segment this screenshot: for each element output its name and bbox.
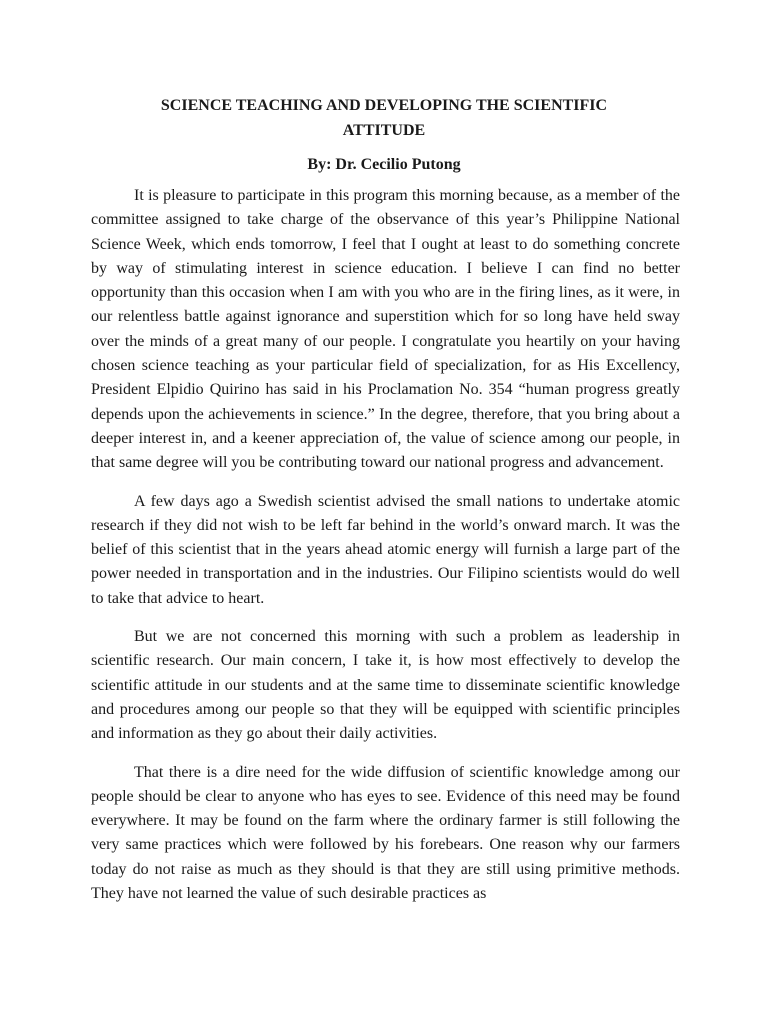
document-author: By: Dr. Cecilio Putong	[307, 156, 461, 173]
paragraph-1: It is pleasure to participate in this program this morning because, as a member of the committee assigned to take charge of the observance of this year’s Philippine National Science Week, which ends tomorrow, I feel that I ought at least to do something concrete by way of stimulating interest in science education. I believe I can find no better opportunity than this occasion when I am with you who are in the firing lines, as it were, in our relentless battle against ignorance and superstition which for so long have held sway over the minds of a great many of our people. I congratulate you heartily on your having chosen science teaching as your particular field of specialization, for as His Excellency, President Elpidio Quirino has said in his Proclamation No. 354 “human progress greatly depends upon the achievements in science.” In the degree, therefore, that you bring about a deeper interest in, and a keener appreciation of, the value of science among our people, in that same degree will you be contributing toward our national progress and advancement.	[91, 187, 680, 472]
paragraph-2: A few days ago a Swedish scientist advised the small nations to undertake atomic research if they did not wish to be left far behind in the world’s onward march. It was the belief of this scientist that in the years ahead atomic energy will furnish a large part of the power needed in transportation and in the industries. Our Filipino scientists would do well to take that advice to heart.	[91, 492, 680, 607]
paragraph-4: That there is a dire need for the wide diffusion of scientific knowledge among our people should be clear to anyone who has eyes to see. Evidence of this need may be found everywhere. It may be found on the farm where the ordinary farmer is still following the very same practices which were followed by his forebears. One reason why our farmers today do not raise as much as they should is that they are still using primitive methods. They have not learned the value of such desirable practices as	[91, 763, 680, 903]
document-body	[91, 184, 680, 920]
document-title: SCIENCE TEACHING AND DEVELOPING THE SCIENTIFIC ATTITUDE	[160, 97, 608, 139]
paragraph-3: But we are not concerned this morning with such a problem as leadership in scientific research. Our main concern, I take it, is how most effectively to develop the scientific attitude in our students and at the same time to disseminate scientific knowledge and procedures among our people so that they will be equipped with scientific principles and information as they go about their daily activities.	[91, 628, 680, 743]
